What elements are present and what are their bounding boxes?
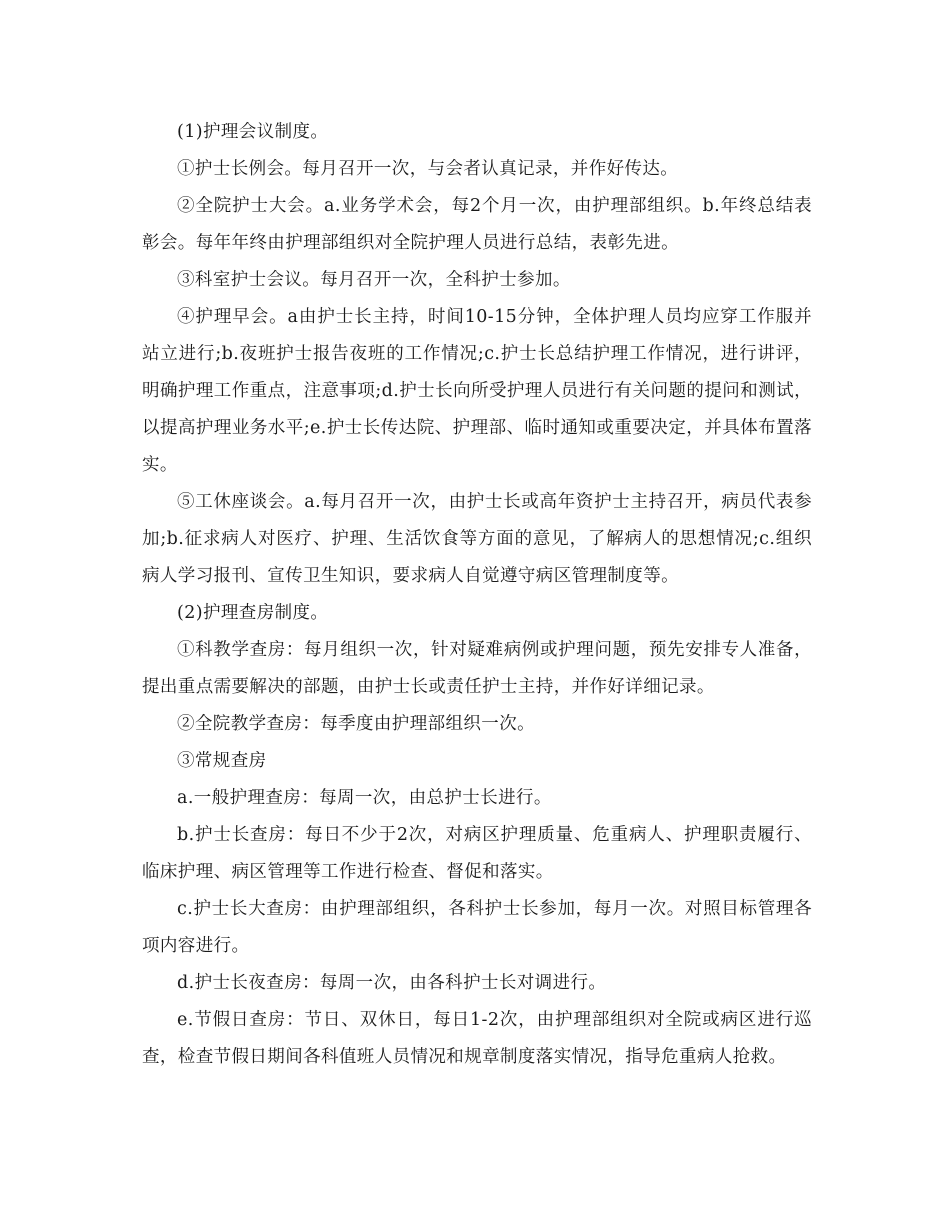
paragraph-hospital-nurse-assembly: ②全院护士大会。a.业务学术会，每2个月一次，由护理部组织。b.年终总结表彰会。每年年终由护理部组织对全院护理人员进行总结，表彰先进。 — [142, 196, 812, 253]
list-item-holiday-rounds: e.节假日查房：节日、双休日，每日1-2次，由护理部组织对全院或病区进行巡查，检查节假日期间各科值班人员情况和规章制度落实情况，指导危重病人抢救。 — [142, 1010, 812, 1067]
paragraph-hospital-teaching-rounds: ②全院教学查房：每季度由护理部组织一次。 — [177, 714, 535, 734]
paragraph-patient-forum: ⑤工休座谈会。a.每月召开一次，由护士长或高年资护士主持召开，病员代表参加;b.征求病人对医疗、护理、生活饮食等方面的意见，了解病人的思想情况;c.组织病人学习报刊、宣传卫生知识，要求病人自觉遵守病区管理制度等。 — [142, 492, 812, 586]
list-item-grand-rounds: c.护士长大查房：由护理部组织，各科护士长参加，每月一次。对照目标管理各项内容进行。 — [142, 899, 812, 956]
section-heading-nursing-rounds: (2)护理查房制度。 — [177, 603, 329, 623]
paragraph-routine-rounds: ③常规查房 — [177, 751, 267, 771]
document-body — [142, 114, 812, 1076]
list-item-night-rounds: d.护士长夜查房：每周一次，由各科护士长对调进行。 — [177, 973, 607, 993]
section-heading-nursing-meetings: (1)护理会议制度。 — [177, 122, 329, 142]
paragraph-department-teaching-rounds: ①科教学查房：每月组织一次，针对疑难病例或护理问题，预先安排专人准备，提出重点需要解决的部题，由护士长或责任护士主持，并作好详细记录。 — [142, 640, 812, 697]
paragraph-head-nurse-meeting: ①护士长例会。每月召开一次，与会者认真记录，并作好传达。 — [177, 159, 679, 179]
paragraph-department-nurse-meeting: ③科室护士会议。每月召开一次，全科护士参加。 — [177, 270, 571, 290]
paragraph-morning-meeting: ④护理早会。a由护士长主持，时间10-15分钟，全体护理人员均应穿工作服并站立进行;b.夜班护士报告夜班的工作情况;c.护士长总结护理工作情况，进行讲评，明确护理工作重点，注意事项;d.护士长向所受护理人员进行有关问题的提问和测试，以提高护理业务水平;e.护士长传达院、护理部、临时通知或重要决定，并具体布置落实。 — [142, 307, 812, 475]
list-item-general-rounds: a.一般护理查房：每周一次，由总护士长进行。 — [177, 788, 552, 808]
list-item-head-nurse-rounds: b.护士长查房：每日不少于2次，对病区护理质量、危重病人、护理职责履行、临床护理、病区管理等工作进行检查、督促和落实。 — [142, 825, 812, 882]
